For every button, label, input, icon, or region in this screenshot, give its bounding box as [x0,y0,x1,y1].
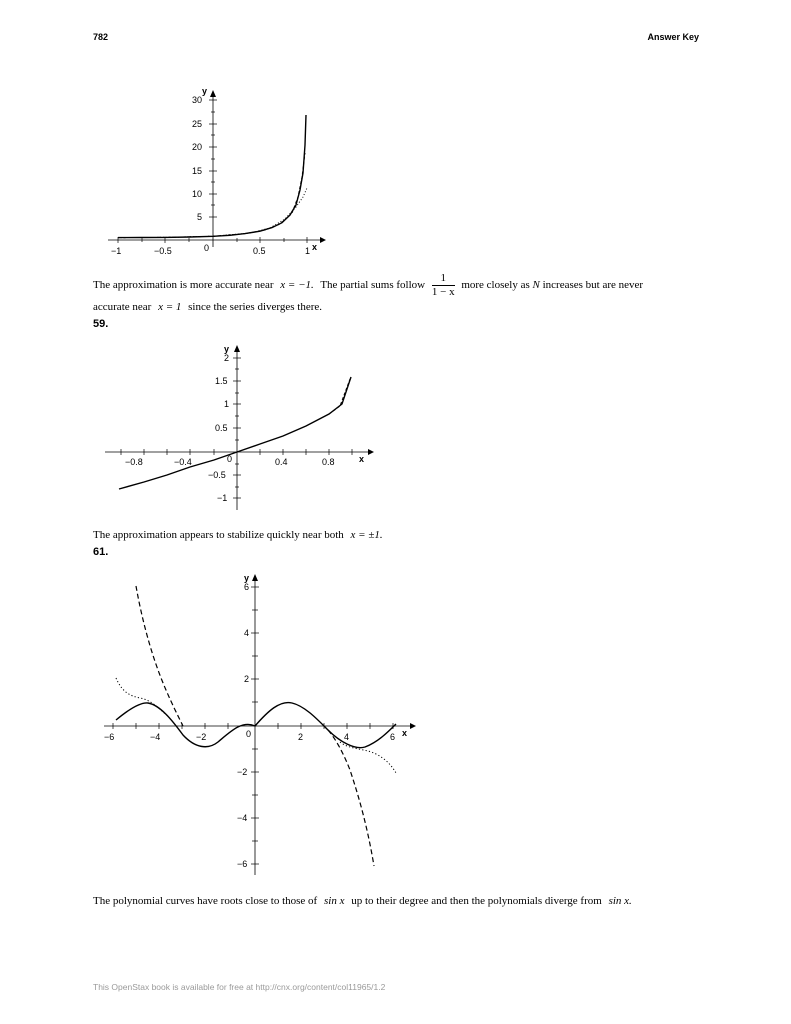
x-tick-label: 0.4 [275,457,288,467]
explanation-61-text-a: The polynomial curves have roots close to those of [93,895,318,907]
x-tick-label: 0.8 [322,457,335,467]
x-tick-label: −6 [104,732,115,742]
y-tick-label: 10 [192,189,203,199]
x-tick-label: 2 [298,732,304,742]
y-tick-label: 6 [244,582,250,592]
explanation-57-text-f: since the series diverges there. [188,301,323,313]
x-tick-label: 0 [227,454,233,464]
y-tick-label: −4 [237,813,248,823]
x-tick-label: −1 [111,246,122,256]
y-tick-label: 15 [192,166,203,176]
y-tick-label: 4 [244,628,250,638]
footer-text: This OpenStax book is available for free at http://cnx.org/content/col11965/1.2 [93,982,386,992]
y-tick-label: 1.5 [215,376,228,386]
explanation-57-line2 [93,301,322,313]
x-tick-label: 1 [305,246,311,256]
fraction-denominator: 1 − x [431,285,455,298]
series-3-line [118,188,307,238]
y-tick-label: 1 [224,399,230,409]
explanation-61 [93,895,632,907]
x-tick-label: −4 [150,732,161,742]
figure-57-chart [100,85,330,260]
y-axis-label: y [202,86,208,96]
y-tick-label: −2 [237,767,248,777]
y-tick-label: −1 [217,493,228,503]
explanation-59 [93,529,383,541]
x-tick-label: 4 [344,732,350,742]
explanation-57-text-e: accurate near [93,301,152,313]
x-axis-label: x [402,728,408,738]
page-number: 782 [93,32,109,42]
x-axis-label: x [312,242,318,252]
y-axis-label: y [224,344,230,354]
math-x-plus-minus-1: x = ±1. [350,529,383,541]
explanation-57 [93,272,643,298]
figure-59-chart [100,340,375,515]
y-tick-label: 0.5 [215,423,228,433]
y-axis-label: y [244,573,250,583]
math-x-equals-neg1: x = −1. [280,279,314,291]
explanation-59-text: The approximation appears to stabilize quickly near both [93,529,344,541]
y-tick-label: 2 [244,674,250,684]
math-N: N [532,279,540,291]
series-1-line [119,377,351,489]
math-sin-x-2: sin x. [608,895,632,907]
x-tick-label: −0.8 [125,457,143,467]
problem-59-number: 59. [93,318,109,330]
section-title: Answer Key [647,32,699,42]
y-tick-label: −0.5 [208,470,226,480]
x-tick-label: 0.5 [253,246,266,256]
y-tick-label: 2 [224,353,230,363]
figure-61-chart [100,570,420,880]
y-tick-label: 30 [192,95,203,105]
series-1-line [118,115,306,238]
fraction-numerator: 1 [432,273,455,286]
x-tick-label: −0.4 [174,457,192,467]
x-tick-label: 0 [204,243,210,253]
series-2-line [118,153,305,238]
y-tick-label: −6 [237,859,248,869]
math-sin-x: sin x [323,895,345,907]
x-axis-label: x [359,454,365,464]
y-tick-label: 20 [192,142,203,152]
explanation-61-text-b: up to their degree and then the polynomials diverge from [351,895,602,907]
explanation-57-text-d: increases but are never [542,279,644,291]
fraction-1-over-1-minus-x [432,273,455,298]
x-tick-label: 0 [246,729,252,739]
x-tick-label: −0.5 [154,246,172,256]
x-tick-label: −2 [196,732,207,742]
y-tick-label: 5 [197,212,203,222]
explanation-57-text-a: The approximation is more accurate near [93,279,274,291]
y-tick-label: 25 [192,119,203,129]
explanation-57-text-b: The partial sums follow [320,279,426,291]
problem-61-number: 61. [93,546,109,558]
series-2-line [329,379,350,414]
x-tick-label: 6 [390,732,396,742]
explanation-57-text-c: more closely as [461,279,530,291]
math-x-equals-1: x = 1 [158,301,182,313]
